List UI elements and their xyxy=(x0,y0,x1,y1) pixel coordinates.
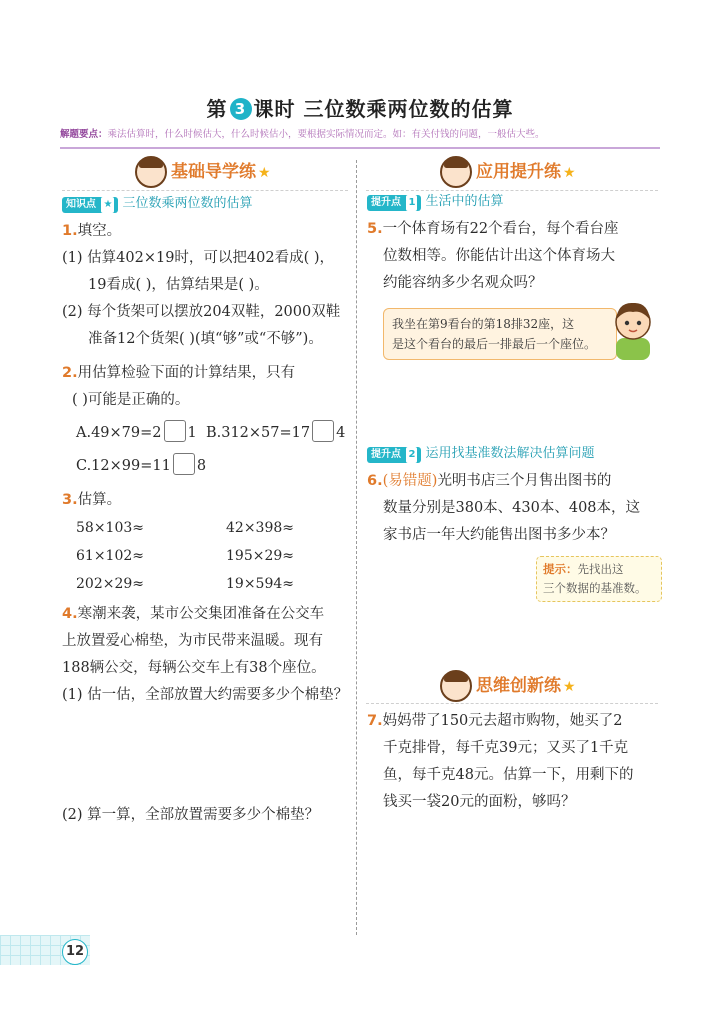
question-5 xyxy=(367,216,659,297)
tip-label: 解题要点： xyxy=(60,129,108,140)
improve-point-2-text: 运用找基准数法解决估算问题 xyxy=(425,446,595,461)
star-icon: ★ xyxy=(563,679,576,695)
q3-item: 202×29≈ xyxy=(76,576,144,592)
child-avatar-icon xyxy=(135,156,167,188)
section-basic-header xyxy=(135,156,271,186)
q6-line2: 数量分别是380本、430本、408本，这 xyxy=(383,500,641,516)
section-basic-title: 基础导学练 xyxy=(171,162,256,182)
page-number-strip xyxy=(0,935,90,965)
knowledge-point-tag xyxy=(62,194,252,214)
q2-option-c: C.12×99=11 xyxy=(76,458,171,474)
child-avatar-icon xyxy=(440,156,472,188)
knowledge-chip: 知识点 ★ xyxy=(62,197,118,213)
section-think-title: 思维创新练 xyxy=(476,676,561,696)
column-divider xyxy=(356,160,357,935)
q7-number: 7. xyxy=(367,713,383,729)
q3-item: 61×102≈ xyxy=(76,548,144,564)
q1-part1-line1: (1) 估算402×19时，可以把402看成( )， xyxy=(62,250,335,266)
q1-part2-line1: (2) 每个货架可以摆放204双鞋，2000双鞋 xyxy=(62,304,341,320)
improve-point-1-text: 生活中的估算 xyxy=(425,194,504,209)
q2-option-a-box[interactable] xyxy=(164,420,186,442)
q2-option-a: A.49×79=2 xyxy=(76,425,162,441)
section-think-underline xyxy=(366,703,658,704)
q2-text-line2: ( )可能是正确的。 xyxy=(72,392,190,408)
bubble-line2: 是这个看台的最后一排最后一个座位。 xyxy=(392,337,597,351)
boy-character-icon xyxy=(608,298,658,360)
section-think-header xyxy=(440,670,576,700)
section-apply-header xyxy=(440,156,576,186)
q4-line1: 寒潮来袭，某市公交集团准备在公交车 xyxy=(77,606,325,622)
question-1 xyxy=(62,218,352,353)
q4-number: 4. xyxy=(62,606,78,622)
improve-chip-1: 提升点 1 xyxy=(367,195,421,211)
title-text: 课时 三位数乘两位数的估算 xyxy=(253,97,514,121)
q6-hint-box xyxy=(536,556,662,602)
q2-option-b: B.312×57=17 xyxy=(205,425,311,441)
q1-part2-line2: 准备12个货架( )(填“够”或“不够”)。 xyxy=(88,331,323,347)
child-avatar-icon xyxy=(440,670,472,702)
q2-option-b-box[interactable] xyxy=(312,420,334,442)
question-7 xyxy=(367,708,659,816)
q7-line4: 钱买一袋20元的面粉，够吗？ xyxy=(383,794,576,810)
q3-item: 42×398≈ xyxy=(226,520,294,536)
page-title xyxy=(0,93,720,122)
hint-label: 提示： xyxy=(543,562,578,576)
star-icon: ★ xyxy=(563,165,576,181)
question-3 xyxy=(62,487,352,514)
question-4 xyxy=(62,601,354,709)
q5-line3: 约能容纳多少名观众吗？ xyxy=(383,275,543,291)
lesson-number-badge: 3 xyxy=(230,98,252,120)
q3-estimate-col1 xyxy=(76,514,216,598)
q3-item: 58×103≈ xyxy=(76,520,144,536)
section-apply-title: 应用提升练 xyxy=(476,162,561,182)
speech-bubble xyxy=(383,308,617,360)
q4-sub2: (2) 算一算，全部放置需要多少个棉垫？ xyxy=(62,807,320,823)
title-prefix: 第 xyxy=(206,97,228,121)
bubble-line1: 我坐在第9看台的第18排32座，这 xyxy=(392,317,575,331)
q3-item: 195×29≈ xyxy=(226,548,294,564)
q3-number: 3. xyxy=(62,492,78,508)
q7-line2: 千克排骨，每千克39元；又买了1千克 xyxy=(383,740,629,756)
improve-point-1-tag xyxy=(367,192,503,212)
tip-text: 乘法估算时，什么时候估大，什么时候估小，要根据实际情况而定。如：有关付钱的问题，一般估大些。 xyxy=(107,129,545,140)
q4-line2: 上放置爱心棉垫，为市民带来温暖。现有 xyxy=(62,633,323,649)
knowledge-text: 三位数乘两位数的估算 xyxy=(122,196,253,211)
q6-line3: 家书店一年大约能售出图书多少本？ xyxy=(383,527,615,543)
q5-line1: 一个体育场有22个看台，每个看台座 xyxy=(382,221,619,237)
q3-text: 估算。 xyxy=(77,492,122,508)
q7-line1: 妈妈带了150元去超市购物，她买了2 xyxy=(382,713,623,729)
question-6 xyxy=(367,468,659,549)
hint-line2: 三个数据的基准数。 xyxy=(543,581,647,595)
hint-line1: 先找出这 xyxy=(577,562,624,576)
q5-number: 5. xyxy=(367,221,383,237)
q1-number: 1. xyxy=(62,223,78,239)
question-2: 2.用估算检验下面的计算结果，只有 ( )可能是正确的。 A.49×79=2 1 B.312×57=17 4 C.12×99=11 8 xyxy=(62,360,352,480)
solving-tip-bar xyxy=(60,125,660,149)
q6-line1: 光明书店三个月售出图书的 xyxy=(437,473,612,489)
q4-line3: 188辆公交，每辆公交车上有38个座位。 xyxy=(62,660,326,676)
improve-chip-2: 提升点 2 xyxy=(367,447,421,463)
q4-sub1: (1) 估一估，全部放置大约需要多少个棉垫？ xyxy=(62,687,349,703)
star-icon: ★ xyxy=(258,165,271,181)
q6-error-prone-mark: (易错题) xyxy=(382,473,438,489)
page-number: 12 xyxy=(62,939,88,965)
q2-option-c-box[interactable] xyxy=(173,453,195,475)
q3-estimate-col2 xyxy=(226,514,356,598)
q3-item: 19×594≈ xyxy=(226,576,294,592)
q5-line2: 位数相等。你能估计出这个体育场大 xyxy=(383,248,615,264)
q7-line3: 鱼，每千克48元。估算一下，用剩下的 xyxy=(383,767,634,783)
section-apply-underline xyxy=(366,190,658,191)
q1-text: 填空。 xyxy=(77,223,122,239)
q1-part1-line2: 19看成( )，估算结果是( )。 xyxy=(88,277,269,293)
improve-point-2-tag xyxy=(367,444,594,464)
q2-number: 2. xyxy=(62,365,78,381)
q6-number: 6. xyxy=(367,473,383,489)
section-basic-underline xyxy=(62,190,348,191)
q2-text: 用估算检验下面的计算结果，只有 xyxy=(77,365,296,381)
